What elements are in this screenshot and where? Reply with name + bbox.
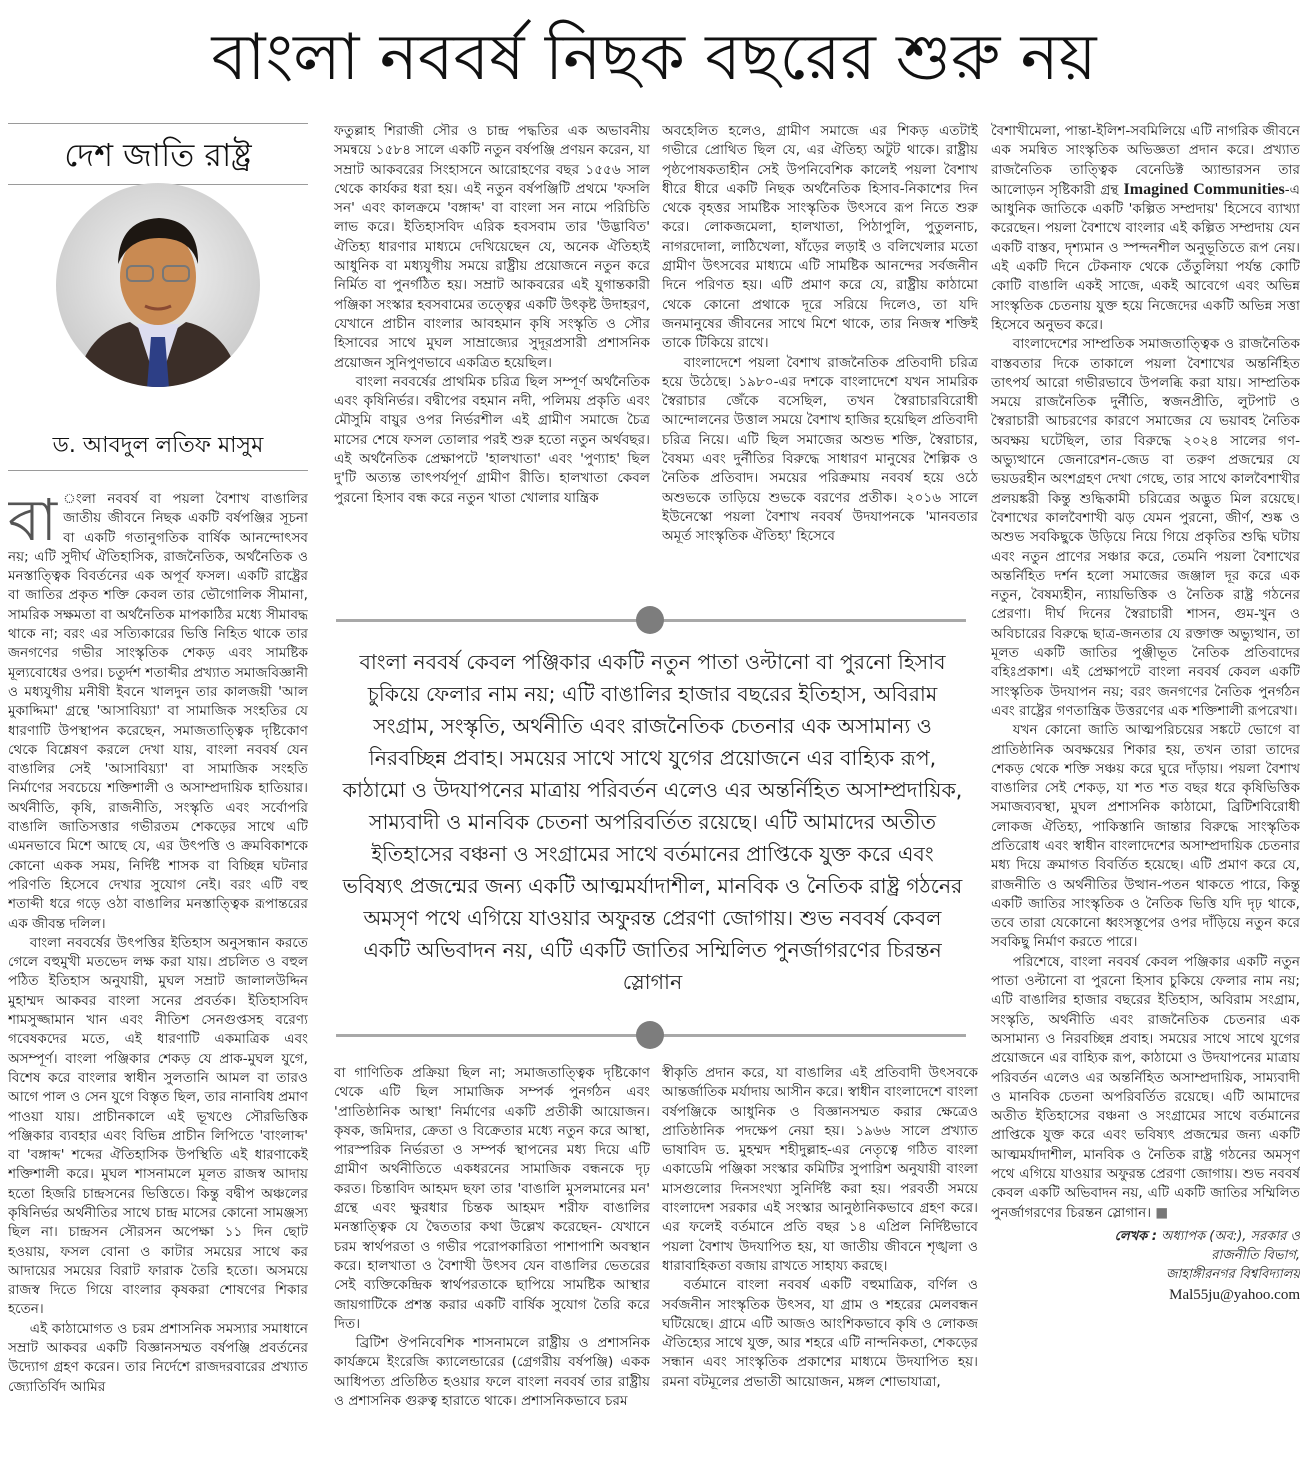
paragraph: বাংলা নববর্ষের প্রাথমিক চরিত্র ছিল সম্পূর্ণ অর্থনৈতিক এবং কৃষিনির্ভর। বদ্বীপের বহমান নদী, পলিময় প্রকৃতি এবং মৌসুমি বায়ুর ওপর নির্ভরশীল এই গ্রামীণ সমাজে চৈত্র মাসের শেষে ফসল তোলার পরই শুরু হতো নতুন অর্থবছর। এই অর্থনৈতিক প্রেক্ষাপটে 'হালখাতা' এবং 'পুণ্যাহ' ছিল দু'টি অত্যন্ত তাৎপর্যপূর্ণ গ্রামীণ রীতি। হালখাতা কেবল পুরনো হিসাব বন্ধ করে নতুন খাতা খোলার যান্ত্রিক: [334, 373, 650, 506]
section-top-rule: [8, 123, 308, 124]
end-mark-icon: ■: [1155, 1204, 1169, 1221]
byline-text: জাহাঙ্গীরনগর বিশ্ববিদ্যালয়: [1165, 1266, 1300, 1282]
paragraph: এই কাঠামোগত ও চরম প্রশাসনিক সমস্যার সমাধানে সম্রাট আকবর একটি বিজ্ঞানসম্মত বর্ষপঞ্জি প্রবর্তনের উদ্যোগ গ্রহণ করেন। তার নির্দেশে রাজদরবারের প্রখ্যাত জ্যোতির্বিদ আমির: [8, 1320, 308, 1395]
article-column-2-top: [334, 122, 650, 600]
paragraph-text: বৈশাখীমেলা, পান্তা-ইলিশ-সবমিলিয়ে এটি নাগরিক জীবনে এক সমন্বিত সাংস্কৃতিক অভিজ্ঞতা প্রদান করে। প্রখ্যাত রাজনৈতিক তাত্ত্বিক বেনেডিক্ট অ্যান্ডারসন তার আলোড়ন সৃষ্টিকারী গ্রন্থ: [991, 123, 1300, 198]
pull-quote: বাংলা নববর্ষ কেবল পঞ্জিকার একটি নতুন পাতা ওল্টানো বা পুরনো হিসাব চুকিয়ে ফেলার নাম নয়; এটি বাঙালির হাজার বছরের ইতিহাস, অবিরাম সংগ্রাম, সংস্কৃতি, অর্থনীতি এবং রাজনৈতিক চেতনার এক অসামান্য ও নিরবচ্ছিন্ন প্রবাহ। সময়ের সাথে সাথে যুগের প্রয়োজনে এর বাহ্যিক রূপ, কাঠামো ও উদযাপনের মাত্রায় পরিবর্তন এলেও এর অন্তর্নিহিত অসাম্প্রদায়িক, সাম্যবাদী ও মানবিক চেতনা অপরিবর্তিত রয়েছে। এটি আমাদের অতীত ইতিহাসের বঞ্চনা ও সংগ্রামের সাথে বর্তমানের প্রাপ্তিকে যুক্ত করে এবং ভবিষ্যৎ প্রজন্মের জন্য একটি আত্মমর্যাদাশীল, মানবিক ও নৈতিক রাষ্ট্র গঠনের অমসৃণ পথে এগিয়ে যাওয়ার অফুরন্ত প্রেরণা জোগায়। শুভ নববর্ষ কেবল একটি অভিবাদন নয়, এটি একটি জাতির সম্মিলিত পুনর্জাগরণের চিরন্তন স্লোগান: [342, 650, 963, 994]
paragraph: যখন কোনো জাতি আত্মপরিচয়ের সঙ্কটে ভোগে বা প্রাতিষ্ঠানিক অবক্ষয়ের শিকার হয়, তখন তারা তাদের শেকড় থেকে শক্তি সঞ্চয় করে ঘুরে দাঁড়ায়। পয়লা বৈশাখ বাঙালির সেই শেকড়, যা শত শত বছর ধরে কৃষিভিত্তিক সমাজব্যবস্থা, মুঘল প্রশাসনিক কাঠামো, ব্রিটিশবিরোধী লোকজ ঐতিহ্য, পাকিস্তানি জান্তার বিরুদ্ধে সাংস্কৃতিক প্রতিরোধ এবং স্বাধীন বাংলাদেশের অসাম্প্রদায়িক চেতনার মধ্য দিয়ে ক্রমাগত বিবর্তিত হয়েছে। এটি প্রমাণ করে যে, রাজনীতি ও অর্থনীতির উত্থান-পতন থাকতে পারে, কিন্তু একটি জাতির সাংস্কৃতিক ও নৈতিক ভিত্তি যদি দৃঢ় থাকে, তবে তারা যেকোনো ধ্বংসস্তূপের ওপর দাঁড়িয়ে নতুন করে সবকিছু নির্মাণ করতে পারে।: [991, 722, 1300, 951]
paragraph: বা গাণিতিক প্রক্রিয়া ছিল না; সমাজতাত্ত্বিক দৃষ্টিকোণ থেকে এটি ছিল সামাজিক সম্পর্ক পুনর্গঠন এবং 'প্রাতিষ্ঠানিক আস্থা' নির্মাণের একটি প্রতীকী আয়োজন। কৃষক, জমিদার, ক্রেতা ও বিক্রেতার মধ্যে নতুন করে আস্থা, পারস্পরিক নির্ভরতা ও সম্পর্ক স্থাপনের মধ্য দিয়ে এটি গ্রামীণ অর্থনীতিতে একধরনের সামাজিক বন্ধনকে দৃঢ় করত। চিন্তাবিদ আহমদ ছফা তার 'বাঙালি মুসলমানের মন' গ্রন্থে এবং ক্ষুরধার চিন্তক আহমদ শরীফ বাঙালির মনস্তাত্ত্বিক যে দ্বৈততার কথা উল্লেখ করেছেন- যেখানে চরম স্বার্থপরতা ও গভীর পরোপকারিতা পাশাপাশি অবস্থান করে। হালখাতা ও বৈশাখী উৎসব যেন বাঙালির ভেতরের সেই ব্যক্তিকেন্দ্রিক স্বার্থপরতাকে ছাপিয়ে সামষ্টিক আস্থার জায়গাটিকে প্রশস্ত করার একটি বার্ষিক সুযোগ তৈরি করে দিত।: [334, 1065, 650, 1332]
paragraph: স্বীকৃতি প্রদান করে, যা বাঙালির এই প্রতিবাদী উৎসবকে আন্তর্জাতিক মর্যাদায় আসীন করে। স্বাধীন বাংলাদেশে বাংলা বর্ষপঞ্জিকে আধুনিক ও বিজ্ঞানসম্মত করার ক্ষেত্রেও প্রাতিষ্ঠানিক পদক্ষেপ নেয়া হয়। ১৯৬৬ সালে প্রখ্যাত ভাষাবিদ ড. মুহম্মদ শহীদুল্লাহ-এর নেতৃত্বে গঠিত বাংলা একাডেমি পঞ্জিকা সংস্কার কমিটির সুপারিশ অনুযায়ী বাংলা মাসগুলোর দিনসংখ্যা সুনির্দিষ্ট করা হয়। পরবর্তী সময়ে বাংলাদেশ সরকার এই সংস্কার আনুষ্ঠানিকভাবে গ্রহণ করে। এর ফলেই বর্তমানে প্রতি বছর ১৪ এপ্রিল নির্দিষ্টভাবে পয়লা বৈশাখ উদযাপিত হয়, যা জাতীয় জীবনে শৃঙ্খলা ও ধারাবাহিকতা বজায় রাখতে সাহায্য করছে।: [662, 1065, 978, 1274]
article-column-3-bottom: [662, 1064, 978, 1466]
author-name: ড. আবদুল লতিফ মাসুম: [52, 433, 264, 458]
drop-cap: বা: [8, 490, 58, 554]
author-byline: [991, 1227, 1300, 1284]
divider-dot: [636, 606, 664, 634]
byline-text: রাজনীতি বিভাগ,: [1211, 1247, 1300, 1263]
article-column-2-bottom: [334, 1064, 650, 1466]
paragraph: বাংলাদেশের সাম্প্রতিক সমাজতাত্ত্বিক ও রাজনৈতিক বাস্তবতার দিকে তাকালে পয়লা বৈশাখের অন্তর্নিহিত তাৎপর্য আরো গভীরভাবে উপলব্ধি করা যায়। সাম্প্রতিক সময়ে রাজনৈতিক দুর্নীতি, স্বজনপ্রীতি, লুটপাট ও স্বৈরাচারী আচরণের কারণে সমাজের যে ভয়াবহ নৈতিক অবক্ষয় ঘটেছিল, তার বিরুদ্ধে ২০২৪ সালের গণ-অভ্যুত্থানে জেনারেশন-জেড বা তরুণ প্রজন্মের যে ভয়ডরহীন অংশগ্রহণ দেখা গেছে, তার সাথে কালবৈশাখীর প্রলয়ঙ্করী কিন্তু শুদ্ধিকামী চরিত্রের অদ্ভুত মিল রয়েছে। বৈশাখের কালবৈশাখী ঝড় যেমন পুরনো, জীর্ণ, শুষ্ক ও অশুভ সবকিছুকে উড়িয়ে নিয়ে গিয়ে প্রকৃতির শুদ্ধি ঘটায় এবং নতুন প্রাণের সঞ্চার করে, তেমনি পয়লা বৈশাখের অন্তর্নিহিত দর্শন হলো সমাজের জঞ্জাল দূর করে এক নতুন, বৈষম্যহীন, ন্যায়ভিত্তিক ও নৈতিক রাষ্ট্র গঠনের প্রেরণা। দীর্ঘ দিনের স্বৈরাচারী শাসন, গুম-খুন ও অবিচারের বিরুদ্ধে ছাত্র-জনতার যে রক্তাক্ত অভ্যুত্থান, তা মূলত একটি জাতির পুঞ্জীভূত নৈতিক প্রতিবাদের বহিঃপ্রকাশ। এই প্রেক্ষাপটে বাংলা নববর্ষ কেবল একটি সাংস্কৃতিক উদযাপন নয়; বরং জনগণের নৈতিক পুনর্গঠন এবং রাষ্ট্রের গণতান্ত্রিক উত্তরণের এক শক্তিশালী রূপরেখা।: [991, 336, 1300, 719]
article-column-4: [991, 122, 1300, 1468]
author-photo: [55, 182, 261, 388]
paragraph: বাংলাদেশে পয়লা বৈশাখ রাজনৈতিক প্রতিবাদী চরিত্র হয়ে উঠেছে। ১৯৮০-এর দশকে বাংলাদেশে যখন সামরিক স্বৈরাচার জেঁকে বসেছিল, তখন স্বৈরাচারবিরোধী আন্দোলনের উত্তাল সময়ে বৈশাখ হাজির হয়েছিল প্রতিবাদী চরিত্র নিয়ে। এটি ছিল সমাজের অশুভ শক্তি, স্বৈরাচার, বৈষম্য এবং দুর্নীতির বিরুদ্ধে সাধারণ মানুষের শৈল্পিক ও নৈতিক প্রতিবাদ। সময়ের পরিক্রমায় নববর্ষ হয়ে ওঠে অশুভকে তাড়িয়ে শুভকে বরণের প্রতীক। ২০১৬ সালে ইউনেস্কো পয়লা বৈশাখ নববর্ষ উদযাপনকে 'মানবতার অমূর্ত সাংস্কৃতিক ঐতিহ্য' হিসেবে: [662, 354, 978, 545]
paragraph: ব্রিটিশ ঔপনিবেশিক শাসনামলে রাষ্ট্রীয় ও প্রশাসনিক কার্যক্রমে ইংরেজি ক্যালেন্ডারের (গ্রেগরীয় বর্ষপঞ্জি) একক আধিপত্য প্রতিষ্ঠিত হওয়ার ফলে বাংলা নববর্ষ তার রাষ্ট্রীয় ও প্রশাসনিক গুরুত্ব হারাতে থাকে। প্রশাসনিকভাবে চরম: [334, 1335, 650, 1410]
paragraph: অবহেলিত হলেও, গ্রামীণ সমাজে এর শিকড় এতটাই গভীরে প্রোথিত ছিল যে, এর ঐতিহ্য অটুট থাকে। রাষ্ট্রীয় পৃষ্ঠপোষকতাহীন সেই উপনিবেশিক কালেই পয়লা বৈশাখ ধীরে ধীরে একটি নিছক অর্থনৈতিক হিসাব-নিকাশের দিন থেকে বৃহত্তর সামষ্টিক সাংস্কৃতিক উৎসবে রূপ নিতে শুরু করে। লোকজমেলা, হালখাতা, পিঠাপুলি, পুতুলনাচ, নাগরদোলা, লাঠিখেলা, ষাঁড়ের লড়াই ও বলিখেলার মতো গ্রামীণ উৎসবের মাধ্যমে এটি সামষ্টিক আনন্দের সর্বজনীন দিনে পরিণত হয়। এটি প্রমাণ করে যে, রাষ্ট্রীয় কাঠামো থেকে কোনো প্রথাকে দূরে সরিয়ে দিলেও, তা যদি জনমানুষের জীবনের সাথে মিশে থাকে, তার নিজস্ব শক্তিই তাকে টিকিয়ে রাখে।: [662, 123, 978, 352]
paragraph: ফতুল্লাহ শিরাজী সৌর ও চান্দ্র পদ্ধতির এক অভাবনীয় সমন্বয়ে ১৫৮৪ সালে একটি নতুন বর্ষপঞ্জি প্রণয়ন করেন, যা সম্রাট আকবরের সিংহাসনে আরোহণের বছর ১৫৫৬ সাল থেকে কার্যকর ধরা হয়। এই নতুন বর্ষপঞ্জিটি প্রথমে 'ফসলি সন' এবং কালক্রমে 'বঙ্গাব্দ' বা বাংলা সন নামে পরিচিতি লাভ করে। ইতিহাসবিদ এরিক হবসবাম তার 'উদ্ভাবিত' ঐতিহ্য ধারণার মাধ্যমে দেখিয়েছেন যে, অনেক ঐতিহ্যই আধুনিক বা মধ্যযুগীয় সময়ে রাষ্ট্রীয় প্রয়োজনে নতুন করে নির্মিত বা পুনর্গঠিত হয়। সম্রাট আকবরের এই যুগান্তকারী পঞ্জিকা সংস্কার হবসবামের তত্ত্বের একটি উৎকৃষ্ট উদাহরণ, যেখানে প্রাচীন বাংলার আবহমান কৃষি সংস্কৃতি ও সৌর হিসাবের সাথে মুঘল সাম্রাজ্যের সুদূরপ্রসারী প্রশাসনিক প্রয়োজন সুনিপুণভাবে একত্রিত হয়েছিল।: [334, 123, 650, 371]
paragraph: বর্তমানে বাংলা নববর্ষ একটি বহুমাত্রিক, বর্ণিল ও সর্বজনীন সাংস্কৃতিক উৎসব, যা গ্রাম ও শহরের মেলবন্ধন ঘটিয়েছে। গ্রামে এটি আজও আংশিকভাবে কৃষি ও লোকজ ঐতিহ্যের সাথে যুক্ত, আর শহরে এটি নান্দনিকতা, শেকড়ের সন্ধান এবং সাংস্কৃতিক প্রকাশের মাধ্যমে উদযাপিত হয়। রমনা বটমূলের প্রভাতী আয়োজন, মঙ্গল শোভাযাত্রা,: [662, 1277, 978, 1390]
paragraph-text: -এ আধুনিক জাতিকে একটি 'কল্পিত সম্প্রদায়' হিসেবে ব্যাখ্যা করেছেন। পয়লা বৈশাখে বাংলার এই কল্পিত সম্প্রদায় যেন একটি বাস্তব, দৃশ্যমান ও স্পন্দনশীল অনুভূতিতে রূপ নেয়। এই একটি দিনে টেকনাফ থেকে তেঁতুলিয়া পর্যন্ত কোটি কোটি বাঙালি একই সাজে, একই আবেগে এবং অভিন্ন সাংস্কৃতিক চেতনায় যুক্ত হয়ে নিজেদের একটি অভিন্ন সত্তা হিসেবে অনুভব করে।: [991, 181, 1300, 333]
paragraph: পরিশেষে, বাংলা নববর্ষ কেবল পঞ্জিকার একটি নতুন পাতা ওল্টানো বা পুরনো হিসাব চুকিয়ে ফেলার নাম নয়; এটি বাঙালির হাজার বছরের ইতিহাস, অবিরাম সংগ্রাম, সংস্কৃতি, অর্থনীতি এবং রাজনৈতিক চেতনার এক অসামান্য ও নিরবচ্ছিন্ন প্রবাহ। সময়ের সাথে সাথে যুগের প্রয়োজনে এর বাহ্যিক রূপ, কাঠামো ও উদযাপনের মাত্রায় পরিবর্তন এলেও এর অন্তর্নিহিত অসাম্প্রদায়িক, সাম্যবাদী ও মানবিক চেতনা অপরিবর্তিত রয়েছে। এটি আমাদের অতীত ইতিহাসের বঞ্চনা ও সংগ্রামের সাথে বর্তমানের প্রাপ্তিকে যুক্ত করে এবং ভবিষ্যৎ প্রজন্মের জন্য একটি আত্মমর্যাদাশীল, মানবিক ও নৈতিক রাষ্ট্র গঠনের অমসৃণ পথে এগিয়ে যাওয়ার অফুরন্ত প্রেরণা জোগায়। শুভ নববর্ষ কেবল একটি অভিবাদন নয়, এটি একটি জাতির সম্মিলিত পুনর্জাগরণের চিরন্তন স্লোগান। ■: [991, 953, 1300, 1221]
paragraph: [991, 122, 1300, 335]
divider-dot: [636, 1021, 664, 1049]
paragraph: ংলা নববর্ষ বা পয়লা বৈশাখ বাঙালির জাতীয় জীবনে নিছক একটি বর্ষপঞ্জির সূচনা বা একটি গতানুগতিক বার্ষিক আনন্দোৎসব নয়; এটি সুদীর্ঘ ঐতিহাসিক, রাজনৈতিক, অর্থনৈতিক ও মনস্তাত্ত্বিক বিবর্তনের এক অপূর্ব ফসল। একটি রাষ্ট্রের বা জাতির প্রকৃত শক্তি কেবল তার ভৌগোলিক সীমানা, সামরিক সক্ষমতা বা অর্থনৈতিক মাপকাঠির মধ্যে সীমাবদ্ধ থাকে না; বরং এর সত্যিকারের ভিত্তি নিহিত থাকে তার জনগণের গভীর সাংস্কৃতিক শেকড় এবং সামষ্টিক মূল্যবোধের ওপর। চতুর্দশ শতাব্দীর প্রখ্যাত সমাজবিজ্ঞানী ও মধ্যযুগীয় মনীষী ইবনে খালদুন তার কালজয়ী 'আল মুকাদ্দিমা' গ্রন্থে 'আসাবিয়্যা' বা সামাজিক সংহতির যে ধারণাটি উপস্থাপন করেছেন, সমাজতাত্ত্বিক দৃষ্টিকোণ থেকে বিশ্লেষণ করলে দেখা যায়, বাংলা নববর্ষ যেন বাঙালির সেই 'আসাবিয়্যা' বা সামাজিক সংহতি নির্মাণের সবচেয়ে শক্তিশালী ও অসাম্প্রদায়িক হাতিয়ার। অর্থনীতি, কৃষি, রাজনীতি, সংস্কৃতি এবং সর্বোপরি বাঙালি জাতিসত্তার গভীরতম শেকড়ের সাথে এটি এমনভাবে মিশে আছে যে, এর উৎপত্তি ও ক্রমবিকাশকে কোনো একক সময়, নির্দিষ্ট শাসক বা বিচ্ছিন্ন ঘটনার পরিণতি হিসেবে দেখার সুযোগ নেই। বরং এটি বহু শতাব্দী ধরে গড়ে ওঠা বাঙালির মনস্তাত্ত্বিক রূপান্তরের এক জীবন্ত দলিল।: [8, 491, 308, 932]
article-column-1: [8, 490, 308, 1466]
paragraph: বাংলা নববর্ষের উৎপত্তির ইতিহাস অনুসন্ধান করতে গেলে বহুমুখী মতভেদ লক্ষ করা যায়। প্রচলিত ও বহুল পঠিত ইতিহাস অনুযায়ী, মুঘল সম্রাট জালালউদ্দিন মুহাম্মদ আকবর বাংলা সনের প্রবর্তক। ইতিহাসবিদ শামসুজ্জামান খান এবং নীতিশ সেনগুপ্তসহ বরেণ্য গবেষকদের মতে, এই ধারণাটি একমাত্রিক এবং অসম্পূর্ণ। বাংলা পঞ্জিকার শেকড় যে প্রাক-মুঘল যুগে, বিশেষ করে বাংলার স্বাধীন সুলতানি আমল বা তারও আগে পাল ও সেন যুগে বিস্তৃত ছিল, তার নানাবিধ প্রমাণ পাওয়া যায়। প্রাচীনকালে এই ভূখণ্ডে সৌরভিত্তিক পঞ্জিকার ব্যবহার এবং বিভিন্ন প্রাচীন লিপিতে 'বাংলাব্দ' বা 'বঙ্গাব্দ' শব্দের ঐতিহাসিক উপস্থিতি এই ধারণাকেই শক্তিশালী করে। মুঘল শাসনামলে মূলত রাজস্ব আদায় হতো হিজরি চান্দ্রসনের ভিত্তিতে। কিন্তু বদ্বীপ অঞ্চলের কৃষিনির্ভর অর্থনীতির সাথে চান্দ্র মাসের কোনো সামঞ্জস্য ছিল না। চান্দ্রসন সৌরসন অপেক্ষা ১১ দিন ছোট হওয়ায়, ফসল বোনা ও কাটার সময়ের সাথে কর আদায়ের সময়ের বিরাট ফারাক তৈরি হতো। অসময়ে রাজস্ব দিতে গিয়ে বাংলার কৃষকরা শোষণের শিকার হতেন।: [8, 934, 308, 1318]
author-bottom-rule: [8, 470, 308, 471]
article-column-3-top: [662, 122, 978, 600]
column-section-title: দেশ জাতি রাষ্ট্র: [64, 136, 252, 174]
headline: বাংলা নববর্ষ নিছক বছরের শুরু নয়: [211, 21, 1097, 95]
byline-label: লেখক :: [1114, 1228, 1157, 1244]
book-title: Imagined Communities: [1123, 180, 1285, 198]
author-email[interactable]: Mal55ju@yahoo.com: [1169, 1286, 1300, 1303]
byline-text: অধ্যাপক (অব:), সরকার ও: [1161, 1228, 1300, 1244]
